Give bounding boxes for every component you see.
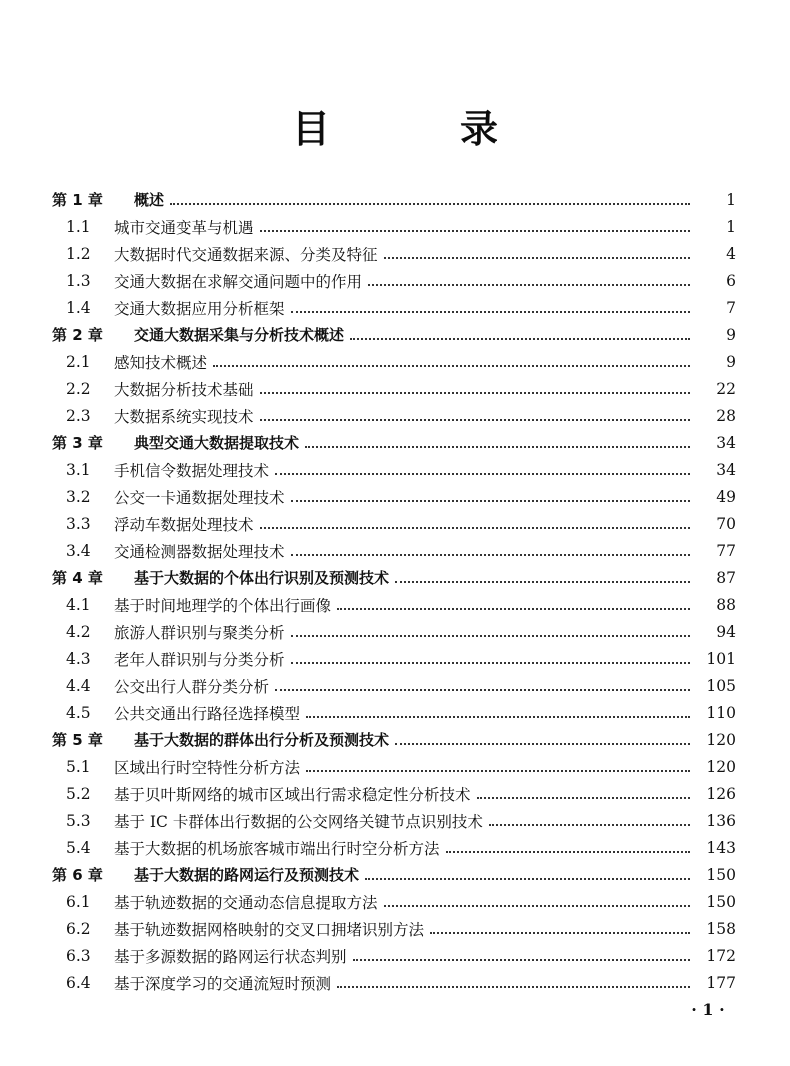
entry-page: 158 xyxy=(706,919,736,938)
dot-leader xyxy=(260,527,690,529)
toc-chapter-entry[interactable] xyxy=(0,429,790,456)
toc-section-entry[interactable] xyxy=(0,348,790,375)
entry-page: 28 xyxy=(716,406,736,425)
dot-leader xyxy=(291,500,690,502)
entry-title: 公共交通出行路径选择模型 xyxy=(114,704,301,723)
entry-page: 143 xyxy=(706,838,736,857)
entry-page: 1 xyxy=(726,190,736,209)
dot-leader xyxy=(477,797,690,799)
entry-title: 大数据时代交通数据来源、分类及特征 xyxy=(114,245,378,264)
toc-chapter-entry[interactable] xyxy=(0,564,790,591)
dot-leader xyxy=(170,203,690,205)
entry-number: 1.3 xyxy=(66,271,91,290)
dot-leader xyxy=(275,689,690,691)
entry-title: 交通大数据在求解交通问题中的作用 xyxy=(114,272,363,291)
entry-title: 感知技术概述 xyxy=(114,353,208,372)
entry-number: 第 1 章 xyxy=(52,191,103,209)
dot-leader xyxy=(384,257,690,259)
entry-page: 101 xyxy=(706,649,736,668)
entry-number: 第 4 章 xyxy=(52,569,103,587)
toc-section-entry[interactable] xyxy=(0,213,790,240)
entry-page: 177 xyxy=(706,973,736,992)
toc-section-entry[interactable] xyxy=(0,591,790,618)
dot-leader xyxy=(353,959,690,961)
entry-number: 5.2 xyxy=(66,784,91,803)
entry-page: 49 xyxy=(716,487,736,506)
entry-number: 1.1 xyxy=(66,217,91,236)
entry-title: 基于 IC 卡群体出行数据的公交网络关键节点识别技术 xyxy=(114,812,483,831)
entry-title: 公交一卡通数据处理技术 xyxy=(114,488,285,507)
entry-number: 5.4 xyxy=(66,838,91,857)
entry-page: 150 xyxy=(706,865,736,884)
entry-page: 94 xyxy=(716,622,736,641)
entry-number: 3.1 xyxy=(66,460,91,479)
dot-leader xyxy=(350,338,690,340)
entry-number: 第 5 章 xyxy=(52,731,103,749)
entry-title: 公交出行人群分类分析 xyxy=(114,677,270,696)
entry-title: 典型交通大数据提取技术 xyxy=(134,434,300,452)
toc-section-entry[interactable] xyxy=(0,699,790,726)
toc-section-entry[interactable] xyxy=(0,618,790,645)
entry-number: 4.3 xyxy=(66,649,91,668)
toc-chapter-entry[interactable] xyxy=(0,186,790,213)
entry-page: 1 xyxy=(726,217,736,236)
entry-page: 22 xyxy=(716,379,736,398)
toc-section-entry[interactable] xyxy=(0,672,790,699)
entry-page: 172 xyxy=(706,946,736,965)
entry-title: 基于大数据的路网运行及预测技术 xyxy=(134,866,360,884)
entry-page: 34 xyxy=(716,460,736,479)
entry-number: 2.3 xyxy=(66,406,91,425)
entry-page: 70 xyxy=(716,514,736,533)
entry-page: 126 xyxy=(706,784,736,803)
entry-page: 120 xyxy=(706,730,736,749)
entry-title: 交通大数据采集与分析技术概述 xyxy=(134,326,345,344)
entry-page: 150 xyxy=(706,892,736,911)
toc-section-entry[interactable] xyxy=(0,780,790,807)
toc-section-entry[interactable] xyxy=(0,240,790,267)
entry-number: 6.3 xyxy=(66,946,91,965)
entry-title: 基于深度学习的交通流短时预测 xyxy=(114,974,332,993)
entry-number: 2.2 xyxy=(66,379,91,398)
dot-leader xyxy=(337,608,690,610)
entry-number: 5.3 xyxy=(66,811,91,830)
toc-section-entry[interactable] xyxy=(0,483,790,510)
entry-title: 大数据分析技术基础 xyxy=(114,380,254,399)
entry-number: 1.4 xyxy=(66,298,91,317)
entry-page: 34 xyxy=(716,433,736,452)
entry-number: 2.1 xyxy=(66,352,91,371)
entry-title: 城市交通变革与机遇 xyxy=(114,218,254,237)
entry-number: 3.2 xyxy=(66,487,91,506)
entry-title: 基于大数据的个体出行识别及预测技术 xyxy=(134,569,390,587)
entry-title: 老年人群识别与分类分析 xyxy=(114,650,285,669)
entry-title: 基于多源数据的路网运行状态判别 xyxy=(114,947,347,966)
toc-section-entry[interactable] xyxy=(0,267,790,294)
dot-leader xyxy=(291,311,690,313)
dot-leader xyxy=(260,392,690,394)
toc-section-entry[interactable] xyxy=(0,834,790,861)
page-title: 目 录 xyxy=(291,106,544,151)
toc-section-entry[interactable] xyxy=(0,510,790,537)
toc-section-entry[interactable] xyxy=(0,915,790,942)
entry-title: 基于大数据的机场旅客城市端出行时空分析方法 xyxy=(114,839,440,858)
entry-number: 3.4 xyxy=(66,541,91,560)
entry-title: 基于轨迹数据网格映射的交叉口拥堵识别方法 xyxy=(114,920,425,939)
toc-section-entry[interactable] xyxy=(0,888,790,915)
entry-number: 6.4 xyxy=(66,973,91,992)
entry-page: 4 xyxy=(726,244,736,263)
dot-leader xyxy=(446,851,690,853)
entry-number: 4.1 xyxy=(66,595,91,614)
entry-page: 6 xyxy=(726,271,736,290)
dot-leader xyxy=(368,284,690,286)
entry-page: 7 xyxy=(726,298,736,317)
dot-leader xyxy=(430,932,690,934)
entry-title: 交通检测器数据处理技术 xyxy=(114,542,285,561)
entry-page: 120 xyxy=(706,757,736,776)
dot-leader xyxy=(306,770,690,772)
entry-title: 浮动车数据处理技术 xyxy=(114,515,254,534)
entry-page: 77 xyxy=(716,541,736,560)
entry-title: 手机信令数据处理技术 xyxy=(114,461,270,480)
toc-section-entry[interactable] xyxy=(0,537,790,564)
dot-leader xyxy=(395,581,690,583)
dot-leader xyxy=(306,716,690,718)
entry-number: 1.2 xyxy=(66,244,91,263)
toc-chapter-entry[interactable] xyxy=(0,321,790,348)
toc-section-entry[interactable] xyxy=(0,456,790,483)
entry-number: 第 6 章 xyxy=(52,866,103,884)
entry-title: 区域出行时空特性分析方法 xyxy=(114,758,301,777)
page-number: · 1 · xyxy=(691,1000,725,1019)
toc-section-entry[interactable] xyxy=(0,402,790,429)
dot-leader xyxy=(260,230,690,232)
toc-section-entry[interactable] xyxy=(0,942,790,969)
entry-number: 6.1 xyxy=(66,892,91,911)
dot-leader xyxy=(395,743,690,745)
dot-leader xyxy=(291,635,690,637)
entry-page: 9 xyxy=(726,325,736,344)
toc-section-entry[interactable] xyxy=(0,807,790,834)
toc-section-entry[interactable] xyxy=(0,294,790,321)
entry-page: 88 xyxy=(716,595,736,614)
entry-title: 基于大数据的群体出行分析及预测技术 xyxy=(134,731,390,749)
entry-number: 5.1 xyxy=(66,757,91,776)
dot-leader xyxy=(337,986,690,988)
dot-leader xyxy=(275,473,690,475)
entry-title: 大数据系统实现技术 xyxy=(114,407,254,426)
toc-section-entry[interactable] xyxy=(0,375,790,402)
entry-number: 3.3 xyxy=(66,514,91,533)
entry-title: 基于时间地理学的个体出行画像 xyxy=(114,596,332,615)
toc-section-entry[interactable] xyxy=(0,753,790,780)
entry-title: 概述 xyxy=(134,191,165,209)
dot-leader xyxy=(489,824,690,826)
dot-leader xyxy=(291,662,690,664)
toc-chapter-entry[interactable] xyxy=(0,861,790,888)
toc-section-entry[interactable] xyxy=(0,645,790,672)
dot-leader xyxy=(365,878,690,880)
entry-number: 第 2 章 xyxy=(52,326,103,344)
toc-section-entry[interactable] xyxy=(0,969,790,996)
entry-number: 6.2 xyxy=(66,919,91,938)
entry-number: 第 3 章 xyxy=(52,434,103,452)
entry-page: 136 xyxy=(706,811,736,830)
dot-leader xyxy=(260,419,690,421)
entry-title: 基于轨迹数据的交通动态信息提取方法 xyxy=(114,893,378,912)
entry-page: 87 xyxy=(716,568,736,587)
dot-leader xyxy=(384,905,690,907)
entry-title: 基于贝叶斯网络的城市区域出行需求稳定性分析技术 xyxy=(114,785,471,804)
entry-title: 交通大数据应用分析框架 xyxy=(114,299,285,318)
entry-page: 110 xyxy=(706,703,736,722)
entry-page: 105 xyxy=(706,676,736,695)
toc-chapter-entry[interactable] xyxy=(0,726,790,753)
entry-number: 4.4 xyxy=(66,676,91,695)
dot-leader xyxy=(213,365,690,367)
entry-number: 4.2 xyxy=(66,622,91,641)
entry-number: 4.5 xyxy=(66,703,91,722)
dot-leader xyxy=(305,446,690,448)
entry-page: 9 xyxy=(726,352,736,371)
dot-leader xyxy=(291,554,690,556)
entry-title: 旅游人群识别与聚类分析 xyxy=(114,623,285,642)
